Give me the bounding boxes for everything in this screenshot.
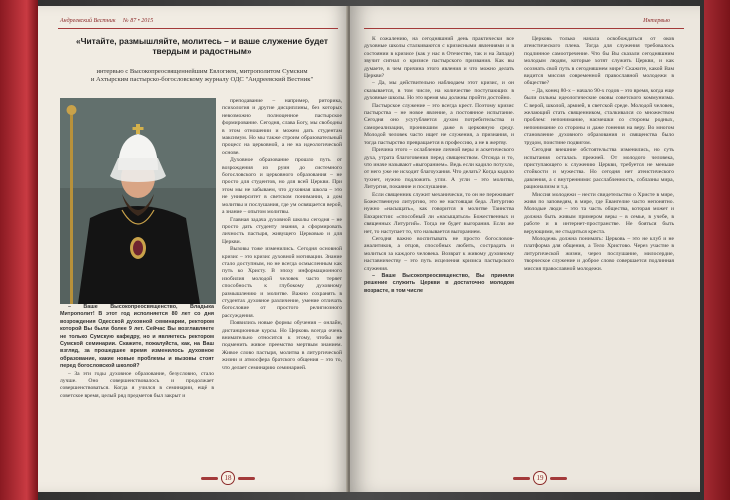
portrait-illustration [60, 98, 216, 304]
running-head-right: Интервью [643, 18, 670, 24]
right-column-1 [364, 36, 514, 460]
interview-paragraph: К сожалению, на сегодняшний день практически все духовные школы сталкиваются с кризисными явлениями и в состоянии в кризисе (как у нас в Отечестве, так и на Западе) звучит сигнал о кризисе пастырского призвания. Как вы думаете, в чем причина этого явления и что можно делать Церкви? [364, 36, 514, 80]
interview-paragraph: Пастырское служение – это всегда крест. Поэтому кризис пастырства – не новое явление, а постоянное испытание. Сегодня оно усугубляется духом потребительства и самореализации, проникшим даже в церковную среду. Молодой человек часто ищет не служения, а признания, и тогда пастырство превращается в профессию, а не в жертву. [364, 102, 514, 146]
left-column-2 [222, 98, 342, 474]
interview-paragraph: Вызовы тоже изменились. Сегодня основной кризис – это кризис духовной мотивации. Знание стало доступным, но не всегда осмысленным как путь ко Христу. В эпоху информационного изобилия молодой человек часто теряет способность к глубокому духовному размышлению и молитве. Важно сохранять в студентах духовное различение, умение отличать богословие от простого религиозного рассуждения. [222, 246, 342, 319]
running-head-left [60, 18, 159, 24]
header-rule [58, 28, 338, 29]
ornament [238, 477, 255, 480]
interview-paragraph: Миссия молодежи – нести свидетельство о Христе в мире, живя по заповедям, в мире, где Евангелие часто непонятно. Молодые люди – это та часть общества, которая может и должна быть живым примером веры – в семье, в учебе, в работе и в интернет-пространстве. Не бояться быть верующими, не стыдиться креста. [524, 191, 674, 235]
interview-paragraph: Главная задача духовной школы сегодня – не просто дать студенту знания, а сформировать личность пастыря, живущего Церковью и для Церкви. [222, 216, 342, 245]
article-headline: «Читайте, размышляйте, молитесь – и ваше служение будет твердым и радостным» [75, 36, 329, 56]
magazine-cover-edge-left [0, 0, 38, 500]
interview-paragraph: Сегодня внешние обстоятельства изменились, но суть испытания осталась прежней. От молодого человека, приступающего к служению Церкви, требуется не меньше стойкости и мужества. Но сегодня нет атеистического давления, а с внутренними: расслабленность, соблазны мира, рационализм и т.д. [524, 147, 674, 191]
left-page [38, 6, 348, 492]
interview-paragraph: Молодежь должна понимать: Церковь – это не клуб и не платформа для общения, а Тело Христово. Через участие в литургической жизни, через послушание, милосердие, творческое служение и доброе слово совершается подлинная миссия православной молодежи. [524, 235, 674, 272]
journal-name: Андреевский Вестник [60, 18, 116, 24]
page-number-left [198, 472, 258, 484]
issue-number: № 87 • 2015 [123, 18, 154, 24]
magazine-cover-edge-right [704, 0, 730, 500]
right-column-2 [524, 36, 674, 460]
interview-paragraph: преподавание – например, риторика, психология и другие дисциплины, без которых невозможно полноценное пастырское формирование. Сегодня, слава Богу, мы свободны в этом отношении и можем дать студентам максимум. Но мы также строим образовательный процесс на церковной, а не на идеологической основе. [222, 98, 342, 156]
interview-paragraph: Церковь только начала освобождаться от оков атеистического плена. Тогда для служения требовалось подлинное самоотречение. Что бы Вы сказали сегодняшним молодым людям, которые хотят служить Церкви, и как осознать свой путь в сегодняшнем мире? Скажите, какой Вам видится миссия современной православной молодежи в обществе? [524, 36, 674, 87]
ornament [201, 477, 218, 480]
ornament [550, 477, 567, 480]
metropolitan-portrait-photo [60, 98, 216, 304]
left-column-1 [60, 304, 214, 454]
page-number-right [510, 472, 570, 484]
subhead-line: интервью с Высокопреосвященнейшим Евлогием, митрополитом Сумским [96, 68, 308, 75]
interview-paragraph: – Да, конец 80-х – начало 90-х годов – это время, когда еще были сильны идеологические оковы советского коммунизма. С верой, школой, армией, в светской среде. Молодой человек, желающий стать священником, сталкивался со множеством проблем: непонимание, насмешки со стороны родных, непонимание со стороны и даже гонения на веру. Во многом становление духовного образования и священства было трудом, поистине подвигом. [524, 87, 674, 146]
interview-question: – Ваше Высокопреосвященство, Вы приняли решение служить Церкви в достаточно молодом возрасте, в том числе [364, 273, 514, 294]
interview-paragraph: Духовное образование прошло путь от возрождения из руин до системного богословского и церковного образования – не просто для студентов, но для всей Церкви. При этом мы не забываем, что духовная школа – это не университет в светском понимании, а дом молитвы и послушания, где ум освящается верой, а знание – опытом молитвы. [222, 157, 342, 216]
interview-paragraph: Появились новые формы обучения – онлайн, дистанционные курсы. Но Церковь всегда очень внимательно относится к этому, чтобы не подменить живое преемство мертвым знанием. Живое слово пастыря, молитва в литургической жизни и атмосфера братского общения – это то, что делает семинарию семинарией. [222, 320, 342, 371]
page-number: 18 [221, 471, 235, 485]
header-rule [364, 28, 684, 29]
right-page [350, 6, 700, 492]
interview-paragraph: Причина этого – ослабление личной веры и аскетического духа, утрата благоговения перед священством. Отсюда и то, что иначе называют «выгоранием». Ведь если кадило потухло, от него уже не исходит благоухания. Что делать? Когда кадило тухнет, нужно подложить угли. А угли – это молитва, Литургия, покаяние и послушание. [364, 147, 514, 191]
interview-paragraph: – За эти годы духовное образование, безусловно, стало лучше. Оно совершенствовалось и продолжает совершенствоваться. Когда я учился в семинарии, ещё в советское время, целый ряд предметов был закрыт и [60, 370, 214, 399]
ornament [513, 477, 530, 480]
interview-question: – Ваше Высокопреосвященство, Владыка Митрополит! В этот год исполняется 80 лет со дня возрождения Одесской духовной семинарии, ректором которой Вы были более 9 лет. Сейчас Вы возглавляете не только Сумскую кафедру, но и являетесь ректором Сумской семинарии. Скажите, пожалуйста, как, на Ваш взгляд, за прошедшее время изменилось духовное образование, какие новые проблемы и вызовы стоят перед богословской школой? [60, 304, 214, 370]
interview-paragraph: Если священник служит механически, то он не переживает Божественную литургию, это не настоящая беда. Литургию нужно «насыщать», как говорится в молитве Таинства Евхаристии: «способный ли «насыщаться» Божественных и священных Литургий». Тогда не будет выгорания. Если же нет, то наступает то, что называется выгоранием. [364, 191, 514, 235]
subhead-line: и Ахтырским пастырско-богословскому журналу ОДС "Андреевский Вестник" [90, 76, 314, 83]
interview-paragraph: – Да, мы действительно наблюдаем этот кризис, и он сказывается, в том числе, на количестве поступающих в духовные школы. Но это время мы должны пройти достойно. [364, 80, 514, 102]
page-number: 19 [533, 471, 547, 485]
article-subhead [62, 68, 342, 84]
interview-paragraph: Сегодня важно воспитывать не просто богословов-аналитиков, а отцов, способных любить, сострадать и молиться за каждого человека. Возврат к живому духовному наставничеству – это путь исцеления кризиса пастырского служения. [364, 235, 514, 272]
